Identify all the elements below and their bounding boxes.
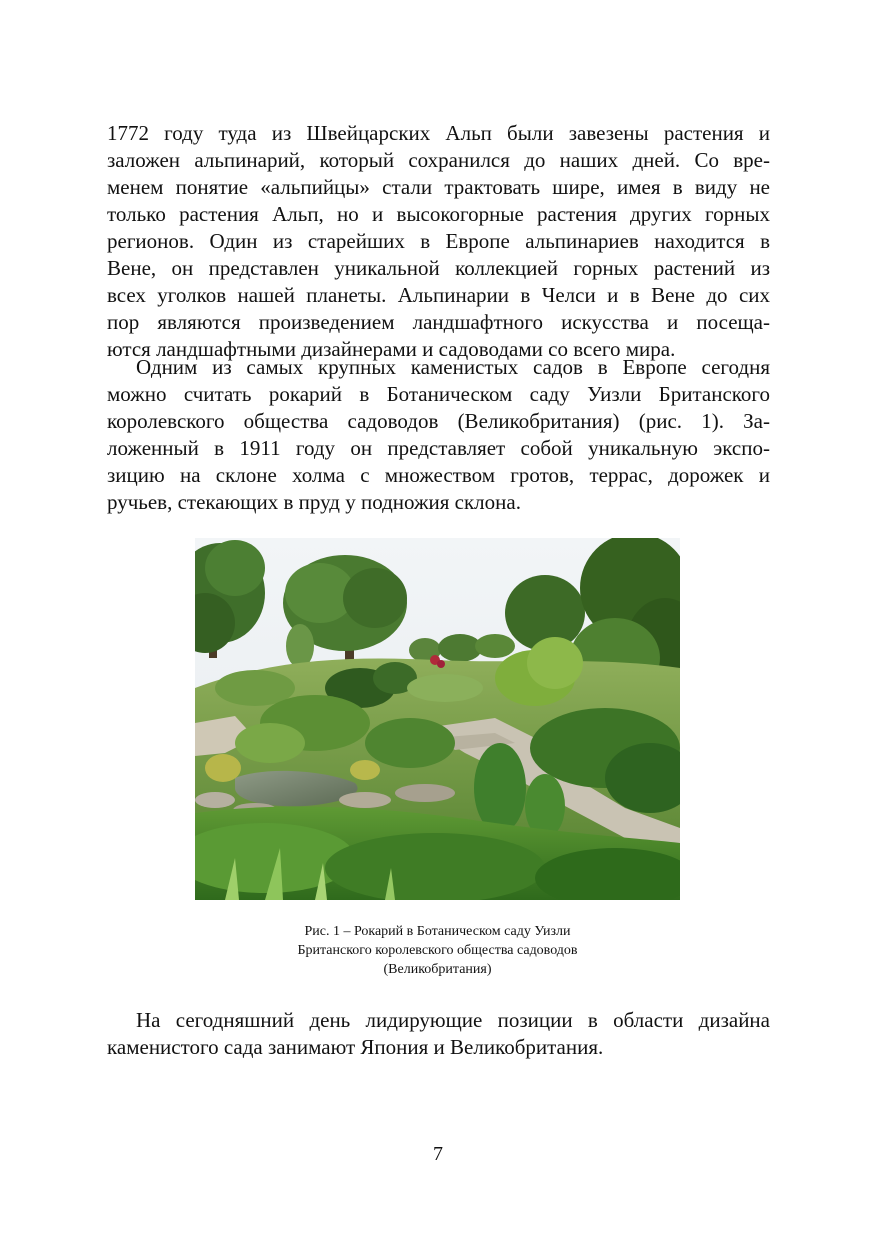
paragraph-3	[107, 1007, 770, 1061]
paragraph-1	[107, 120, 770, 363]
text-line: Вене, он представлен уникальной коллекцией горных растений из	[107, 256, 770, 280]
text-line: зицию на склоне холма с множеством гротов, террас, дорожек и	[107, 463, 770, 487]
text-line: королевского общества садоводов (Великобритания) (рис. 1). За-	[107, 409, 770, 433]
text-line: пор являются произведением ландшафтного искусства и посеща-	[107, 310, 770, 334]
text-line: каменистого сада занимают Япония и Великобритания.	[107, 1035, 604, 1059]
text-line: заложен альпинарий, который сохранился до наших дней. Со вре-	[107, 148, 770, 172]
paragraph-2	[107, 354, 770, 516]
page-number: 7	[433, 1143, 443, 1165]
caption-line: (Великобритания)	[383, 962, 492, 977]
text-line: всех уголков нашей планеты. Альпинарии в Челси и в Вене до сих	[107, 283, 770, 307]
figure-caption	[195, 922, 680, 979]
text-line: можно считать рокарий в Ботаническом саду Уизли Британского	[107, 382, 770, 406]
caption-line: Британского королевского общества садоводов	[297, 943, 578, 958]
text-line: регионов. Один из старейших в Европе альпинариев находится в	[107, 229, 770, 253]
caption-line: Рис. 1 – Рокарий в Ботаническом саду Уизли	[304, 924, 571, 939]
text-line: Одним из самых крупных каменистых садов в Европе сегодня	[136, 355, 770, 379]
text-line: 1772 году туда из Швейцарских Альп были завезены растения и	[107, 121, 770, 145]
text-line: только растения Альп, но и высокогорные растения других горных	[107, 202, 770, 226]
text-line: менем понятие «альпийцы» стали трактовать шире, имея в виду не	[107, 175, 770, 199]
text-line: ложенный в 1911 году он представляет собой уникальную экспо-	[107, 436, 770, 460]
text-line: ются ландшафтными дизайнерами и садоводами со всего мира.	[107, 337, 676, 361]
rock-garden-photo	[195, 538, 680, 900]
text-line: ручьев, стекающих в пруд у подножия склона.	[107, 490, 521, 514]
text-line: На сегодняшний день лидирующие позиции в области дизайна	[136, 1008, 770, 1032]
